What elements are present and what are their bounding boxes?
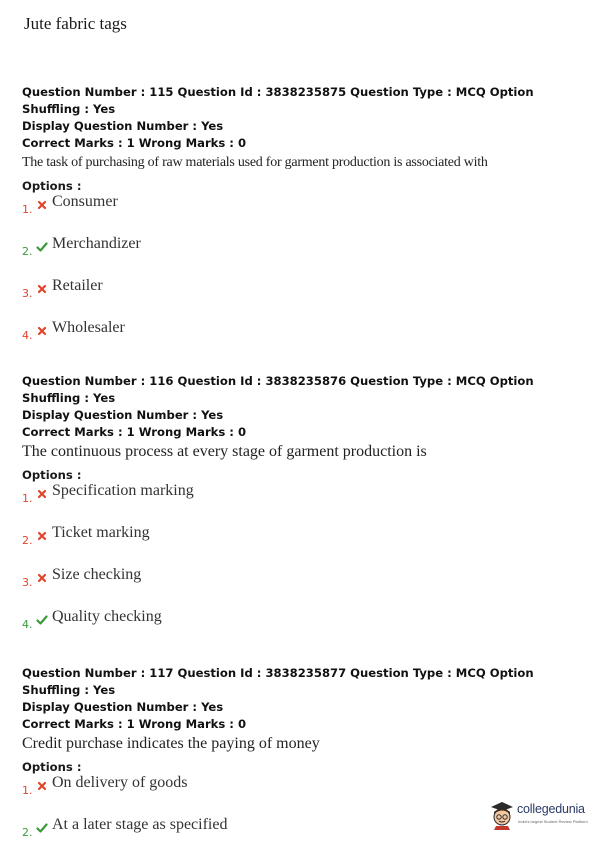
cross-icon xyxy=(36,199,48,211)
question-text: Credit purchase indicates the paying of money xyxy=(22,735,320,752)
option-number: 3. xyxy=(22,576,33,589)
cross-icon xyxy=(36,283,48,295)
cross-icon xyxy=(36,325,48,337)
option-text: Retailer xyxy=(52,277,103,294)
question-block-115 xyxy=(22,84,578,363)
option-number: 3. xyxy=(22,287,33,300)
display-number-line: Display Question Number : Yes xyxy=(22,119,224,133)
cross-icon xyxy=(36,780,48,792)
logo-brand-text: collegedunia xyxy=(517,802,585,816)
option-item xyxy=(22,279,578,321)
option-text: Consumer xyxy=(52,193,118,210)
display-number-line: Display Question Number : Yes xyxy=(22,408,224,422)
option-number: 4. xyxy=(22,329,33,342)
option-number: 2. xyxy=(22,826,33,839)
option-text: Specification marking xyxy=(52,482,194,499)
cross-icon xyxy=(36,572,48,584)
previous-option-text: Jute fabric tags xyxy=(24,14,127,33)
options-label: Options : xyxy=(22,760,82,774)
option-text: Ticket marking xyxy=(52,524,150,541)
check-icon xyxy=(36,822,48,834)
option-text: On delivery of goods xyxy=(52,774,188,791)
cross-icon xyxy=(36,488,48,500)
question-block-116 xyxy=(22,373,578,652)
option-item xyxy=(22,610,578,652)
display-number-line: Display Question Number : Yes xyxy=(22,700,224,714)
marks-line: Correct Marks : 1 Wrong Marks : 0 xyxy=(22,717,247,731)
options-label: Options : xyxy=(22,468,82,482)
logo-tagline: India's largest Student Review Platform xyxy=(518,819,588,824)
option-item xyxy=(22,195,578,237)
option-text: At a later stage as specified xyxy=(52,816,228,833)
marks-line: Correct Marks : 1 Wrong Marks : 0 xyxy=(22,136,247,150)
check-icon xyxy=(36,241,48,253)
option-item xyxy=(22,526,578,568)
option-item xyxy=(22,237,578,279)
student-mascot-icon xyxy=(489,800,515,830)
option-number: 2. xyxy=(22,534,33,547)
option-text: Quality checking xyxy=(52,608,162,625)
collegedunia-logo xyxy=(489,800,589,832)
question-meta-line: Question Number : 115 Question Id : 3838235875 Question Type : MCQ Option Shuffling : Yes xyxy=(22,85,534,116)
question-text: The continuous process at every stage of garment production is xyxy=(22,443,427,460)
option-number: 1. xyxy=(22,492,33,505)
check-icon xyxy=(36,614,48,626)
question-meta-line: Question Number : 116 Question Id : 3838235876 Question Type : MCQ Option Shuffling : Yes xyxy=(22,374,534,405)
option-number: 1. xyxy=(22,784,33,797)
question-text: The task of purchasing of raw materials used for garment production is associated with xyxy=(22,155,488,170)
option-number: 1. xyxy=(22,203,33,216)
cross-icon xyxy=(36,530,48,542)
option-item xyxy=(22,484,578,526)
option-number: 2. xyxy=(22,245,33,258)
option-item xyxy=(22,321,578,363)
option-item xyxy=(22,568,578,610)
option-text: Merchandizer xyxy=(52,235,141,252)
marks-line: Correct Marks : 1 Wrong Marks : 0 xyxy=(22,425,247,439)
option-number: 4. xyxy=(22,618,33,631)
options-label: Options : xyxy=(22,179,82,193)
option-text: Size checking xyxy=(52,566,142,583)
option-text: Wholesaler xyxy=(52,319,125,336)
question-meta-line: Question Number : 117 Question Id : 3838235877 Question Type : MCQ Option Shuffling : Yes xyxy=(22,666,534,697)
